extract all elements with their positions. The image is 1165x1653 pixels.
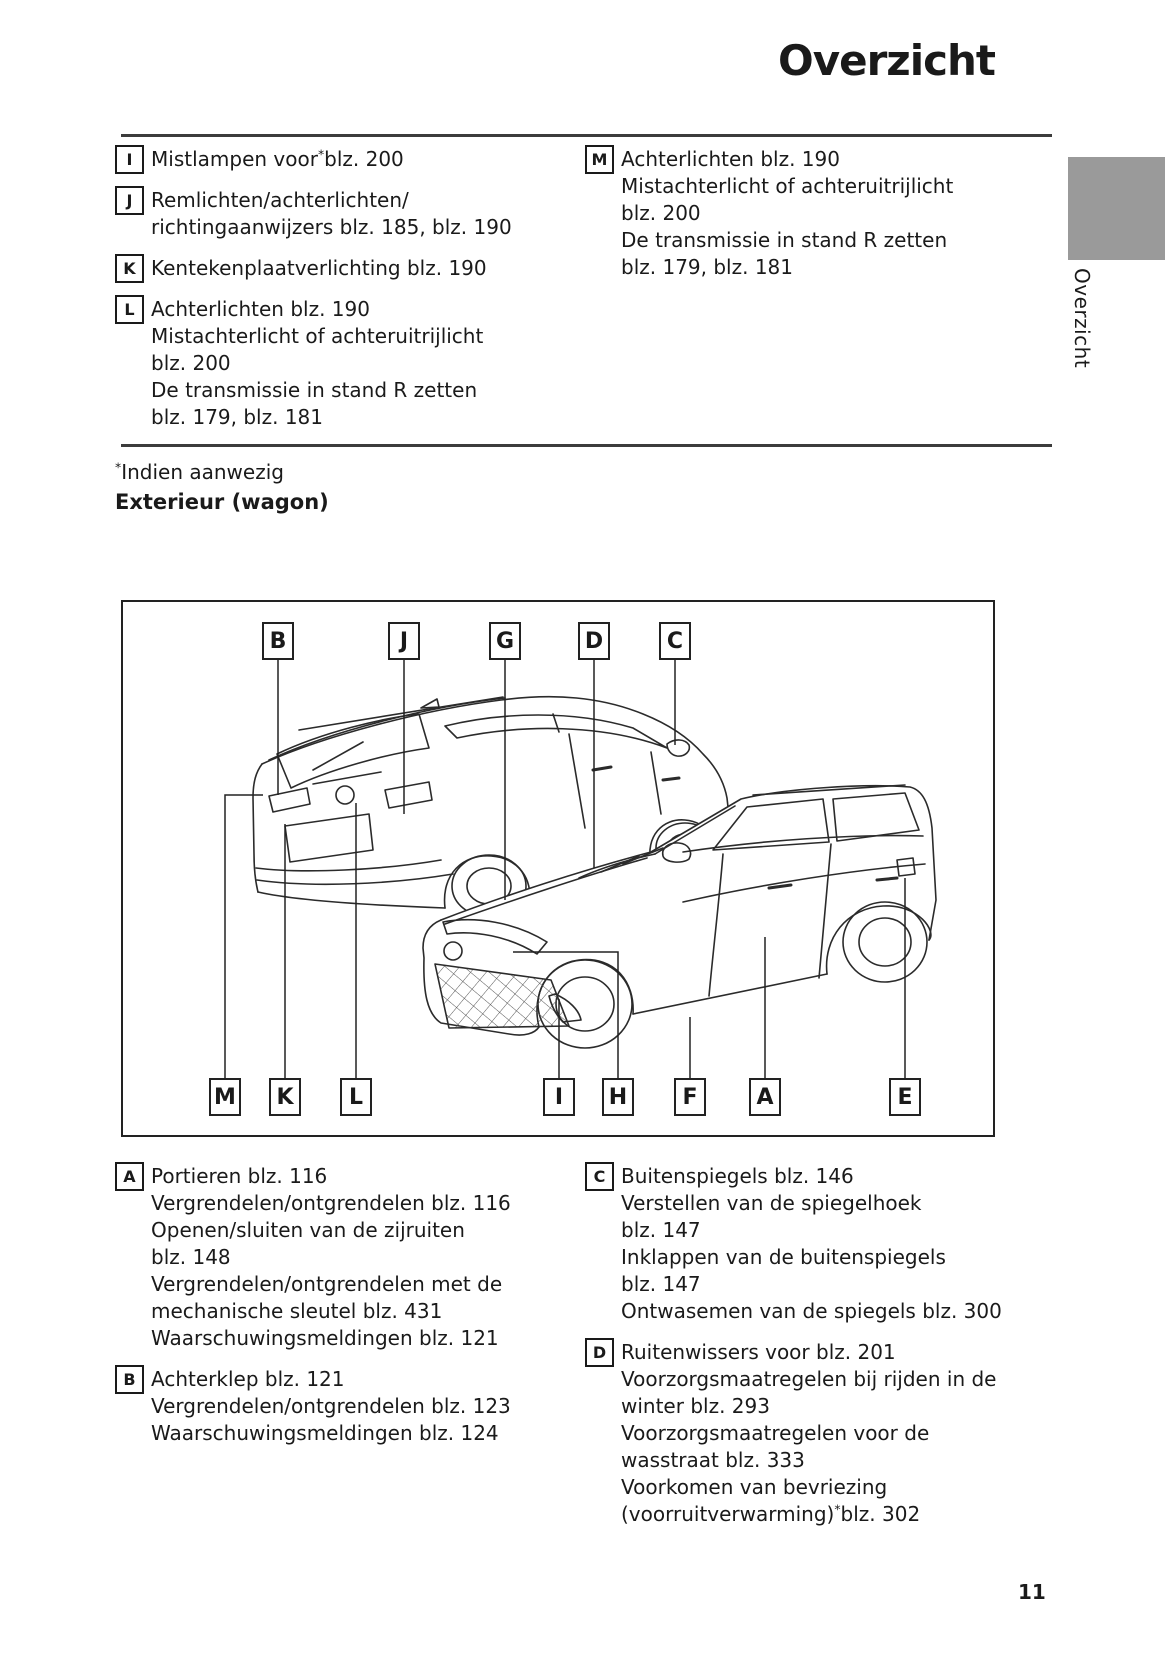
title-divider-rule [121, 134, 1052, 137]
key-letter: I [115, 145, 144, 174]
item-line: Ruitenwissers voor blz. 201 [621, 1340, 896, 1364]
diagram-label-D: D [578, 622, 610, 660]
bottom-list-left-column [115, 1163, 585, 1447]
item-line: blz. 147 [621, 1218, 701, 1242]
item-lines [151, 1366, 585, 1447]
item-line: wasstraat blz. 333 [621, 1448, 805, 1472]
diagram-label-G: G [489, 622, 521, 660]
item-line: Ontwasemen van de spiegels blz. 300 [621, 1299, 1002, 1323]
item-line: Mistachterlicht of achteruitrijlicht [151, 324, 484, 348]
legend-item [115, 146, 585, 173]
availability-note: *Indien aanwezig [115, 459, 284, 484]
item-line: Verstellen van de spiegelhoek [621, 1191, 922, 1215]
diagram-label-L: L [340, 1078, 372, 1116]
item-line: Waarschuwingsmeldingen blz. 124 [151, 1421, 499, 1445]
car-diagram-svg [123, 602, 993, 1135]
key-letter: D [585, 1338, 614, 1367]
item-line: blz. 179, blz. 181 [621, 255, 793, 279]
key-letter: A [115, 1162, 144, 1191]
item-line: De transmissie in stand R zetten [151, 378, 478, 402]
item-lines [151, 296, 585, 431]
key-letter: C [585, 1162, 614, 1191]
legend-item [585, 1163, 1035, 1325]
key-letter: M [585, 145, 614, 174]
item-lines [151, 1163, 585, 1352]
legend-item [585, 1339, 1035, 1528]
item-line: Achterlichten blz. 190 [151, 297, 370, 321]
diagram-label-A: A [749, 1078, 781, 1116]
item-line: Openen/sluiten van de zijruiten [151, 1218, 465, 1242]
page-title: Overzicht [778, 36, 995, 85]
item-lines [151, 187, 585, 241]
section-heading: Exterieur (wagon) [115, 490, 329, 514]
diagram-label-M: M [209, 1078, 241, 1116]
item-line: (voorruitverwarming)*blz. 302 [621, 1501, 921, 1526]
item-line: blz. 200 [621, 201, 701, 225]
item-line: Waarschuwingsmeldingen blz. 121 [151, 1326, 499, 1350]
item-lines [621, 146, 1035, 281]
diagram-label-C: C [659, 622, 691, 660]
key-letter: L [115, 295, 144, 324]
item-line: blz. 179, blz. 181 [151, 405, 323, 429]
bottom-list-right-column [585, 1163, 1035, 1528]
chapter-side-tab [1068, 157, 1165, 260]
legend-item [115, 1366, 585, 1447]
item-line: Achterlichten blz. 190 [621, 147, 840, 171]
diagram-label-J: J [388, 622, 420, 660]
section-divider-rule [121, 444, 1052, 447]
diagram-label-K: K [269, 1078, 301, 1116]
chapter-side-tab-label: Overzicht [1070, 268, 1094, 369]
legend-item [115, 296, 585, 431]
legend-item [115, 255, 585, 282]
diagram-label-B: B [262, 622, 294, 660]
item-line: Buitenspiegels blz. 146 [621, 1164, 854, 1188]
item-lines [151, 146, 585, 173]
item-line: winter blz. 293 [621, 1394, 770, 1418]
item-line: Portieren blz. 116 [151, 1164, 328, 1188]
diagram-label-H: H [602, 1078, 634, 1116]
top-list-left-column [115, 146, 585, 431]
legend-item [585, 146, 1035, 281]
key-letter: K [115, 254, 144, 283]
item-line: blz. 147 [621, 1272, 701, 1296]
item-line: Voorzorgsmaatregelen bij rijden in de [621, 1367, 997, 1391]
page-number: 11 [1018, 1580, 1046, 1604]
top-list-right-column [585, 146, 1035, 281]
diagram-label-I: I [543, 1078, 575, 1116]
item-line: Voorzorgsmaatregelen voor de [621, 1421, 930, 1445]
item-line: Voorkomen van bevriezing [621, 1475, 888, 1499]
item-line: Kentekenplaatverlichting blz. 190 [151, 256, 487, 280]
item-line: blz. 200 [151, 351, 231, 375]
key-letter: B [115, 1365, 144, 1394]
item-line: Mistlampen voor*blz. 200 [151, 146, 404, 171]
item-lines [621, 1163, 1035, 1325]
item-line: Vergrendelen/ontgrendelen blz. 116 [151, 1191, 511, 1215]
item-lines [151, 255, 585, 282]
item-line: blz. 148 [151, 1245, 231, 1269]
item-line: mechanische sleutel blz. 431 [151, 1299, 443, 1323]
key-letter: J [115, 186, 144, 215]
diagram-label-F: F [674, 1078, 706, 1116]
item-line: Inklappen van de buitenspiegels [621, 1245, 946, 1269]
diagram-label-E: E [889, 1078, 921, 1116]
item-line: Vergrendelen/ontgrendelen blz. 123 [151, 1394, 511, 1418]
item-line: Vergrendelen/ontgrendelen met de [151, 1272, 503, 1296]
legend-item [115, 187, 585, 241]
item-line: Mistachterlicht of achteruitrijlicht [621, 174, 954, 198]
exterior-diagram-box [121, 600, 995, 1137]
item-lines [621, 1339, 1035, 1528]
item-line: Achterklep blz. 121 [151, 1367, 345, 1391]
item-line: richtingaanwijzers blz. 185, blz. 190 [151, 215, 512, 239]
item-line: Remlichten/achterlichten/ [151, 188, 409, 212]
item-line: De transmissie in stand R zetten [621, 228, 948, 252]
legend-item [115, 1163, 585, 1352]
